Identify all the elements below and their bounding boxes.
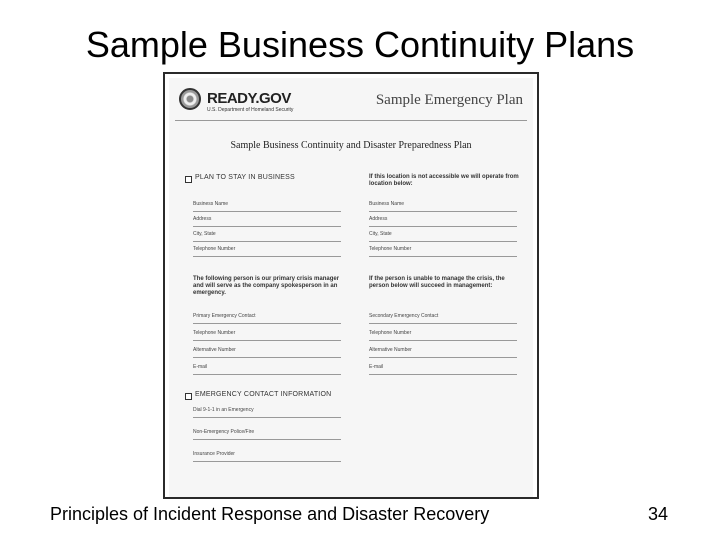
dhs-seal-icon [179,88,201,110]
section1-checkbox [185,176,192,183]
brand-subtitle: U.S. Department of Homeland Security [207,107,294,113]
field-secondary-email: E-mail [369,363,517,375]
secondary-contact-note: If the person is unable to manage the crisis, the person below will succeed in management: [369,276,505,289]
field-primary-alt-number: Alternative Number [193,346,341,358]
alt-field-telephone: Telephone Number [369,245,517,257]
field-non-emergency: Non-Emergency Police/Fire [193,428,341,440]
form-heading: Sample Business Continuity and Disaster Preparedness Plan [230,140,472,151]
alt-location-note: If this location is not accessible we will operate from location below: [369,174,519,187]
slide-title: Sample Business Continuity Plans [85,24,635,65]
brand-logo: READY.GOV [207,90,291,107]
alt-field-business-name: Business Name [369,200,517,212]
form-page [169,78,533,497]
footer-course-title: Principles of Incident Response and Disaster Recovery [50,504,490,524]
section2-checkbox [185,393,192,400]
sample-form-image [163,72,539,499]
field-city-state: City, State [193,230,341,242]
field-primary-contact: Primary Emergency Contact [193,312,341,324]
field-telephone: Telephone Number [193,245,341,257]
section2-title: EMERGENCY CONTACT INFORMATION [195,391,332,398]
field-secondary-telephone: Telephone Number [369,329,517,341]
field-dial-911: Dial 9-1-1 in an Emergency [193,406,341,418]
primary-contact-note: The following person is our primary crisis manager and will serve as the company spokesperson in an emergency. [193,276,340,296]
field-secondary-alt-number: Alternative Number [369,346,517,358]
field-insurance: Insurance Provider [193,450,341,462]
plan-label: Sample Emergency Plan [375,92,523,108]
field-address: Address [193,215,341,227]
page-number: 34 [648,504,669,524]
header-divider [175,120,527,121]
alt-field-address: Address [369,215,517,227]
section1-title: PLAN TO STAY IN BUSINESS [195,174,295,181]
field-secondary-contact: Secondary Emergency Contact [369,312,517,324]
field-primary-email: E-mail [193,363,341,375]
field-primary-telephone: Telephone Number [193,329,341,341]
field-business-name: Business Name [193,200,341,212]
alt-field-city-state: City, State [369,230,517,242]
